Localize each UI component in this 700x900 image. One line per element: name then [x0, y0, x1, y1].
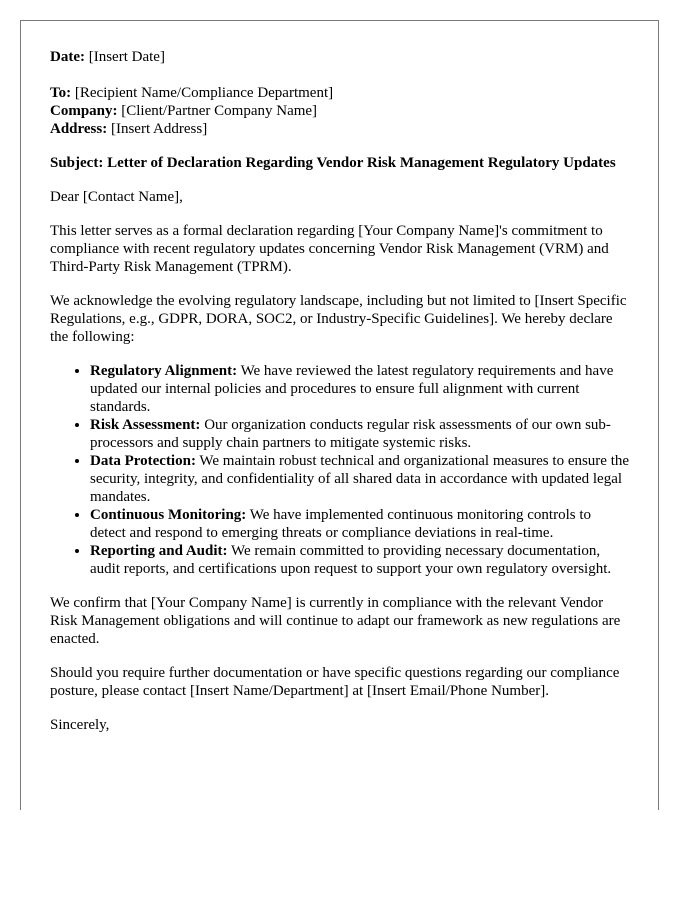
company-line	[50, 102, 630, 120]
address-line	[50, 120, 630, 138]
declaration-item-reporting-audit	[90, 542, 630, 578]
date-line	[50, 48, 630, 66]
date-label: Date:	[50, 49, 85, 65]
declaration-text: We maintain robust technical and organizational measures to ensure the security, integrity, and confidentiality of all shared data in accordance with updated legal mandates.	[90, 453, 630, 505]
paragraph-confirm: We confirm that [Your Company Name] is currently in compliance with the relevant Vendor Risk Management obligations and will continue to adapt our framework as new regulations are enacted.	[50, 595, 621, 647]
company-value: [Client/Partner Company Name]	[121, 103, 318, 119]
letter-body	[50, 48, 630, 750]
salutation: Dear [Contact Name],	[50, 189, 183, 205]
to-value: [Recipient Name/Compliance Department]	[74, 85, 334, 101]
subject-value: Letter of Declaration Regarding Vendor Risk Management Regulatory Updates	[107, 155, 616, 171]
declaration-title: Regulatory Alignment:	[90, 363, 238, 379]
recipient-block	[50, 84, 630, 138]
declaration-list	[50, 362, 630, 578]
declaration-title: Risk Assessment:	[90, 417, 201, 433]
paragraph-acknowledge: We acknowledge the evolving regulatory landscape, including but not limited to [Insert Specific Regulations, e.g., GDPR, DORA, SOC2, or Industry-Specific Guidelines]. We hereby declare the following:	[50, 293, 627, 345]
closing: Sincerely,	[50, 717, 110, 733]
declaration-text: Our organization conducts regular risk assessments of our own sub-processors and supply chain partners to mitigate systemic risks.	[90, 417, 611, 451]
to-line	[50, 84, 630, 102]
paragraph-intro: This letter serves as a formal declaration regarding [Your Company Name]'s commitment to compliance with recent regulatory updates concerning Vendor Risk Management (VRM) and Third-Party Risk Management (TPRM).	[50, 223, 609, 275]
company-label: Company:	[50, 103, 118, 119]
paragraph-contact: Should you require further documentation or have specific questions regarding our compliance posture, please contact [Insert Name/Department] at [Insert Email/Phone Number].	[50, 665, 620, 699]
declaration-item-data-protection	[90, 452, 630, 506]
date-block	[50, 48, 630, 66]
address-value: [Insert Address]	[110, 121, 208, 137]
subject-line	[50, 154, 630, 172]
to-label: To:	[50, 85, 72, 101]
declaration-text: We have reviewed the latest regulatory requirements and have updated our internal policies and procedures to ensure full alignment with current standards.	[90, 363, 614, 415]
subject-label: Subject:	[50, 155, 104, 171]
declaration-text: We remain committed to providing necessary documentation, audit reports, and certifications upon request to support your own regulatory oversight.	[90, 543, 612, 577]
letter-page	[20, 20, 659, 810]
declaration-title: Data Protection:	[90, 453, 196, 469]
declaration-text: We have implemented continuous monitoring controls to detect and respond to emerging threats or compliance deviations in real-time.	[90, 507, 591, 541]
declaration-title: Continuous Monitoring:	[90, 507, 247, 523]
declaration-item-continuous-monitoring	[90, 506, 630, 542]
address-label: Address:	[50, 121, 108, 137]
declaration-title: Reporting and Audit:	[90, 543, 228, 559]
date-value: [Insert Date]	[88, 49, 165, 65]
declaration-item-regulatory-alignment	[90, 362, 630, 416]
declaration-item-risk-assessment	[90, 416, 630, 452]
